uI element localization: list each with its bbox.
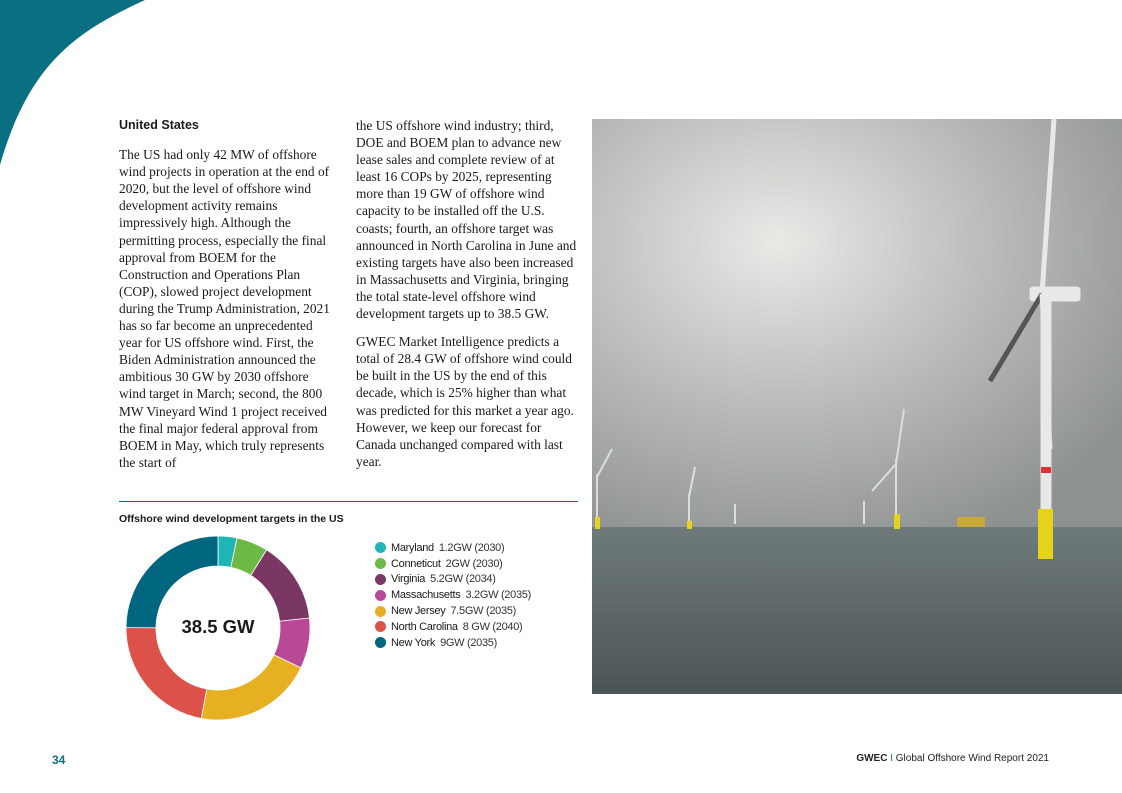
legend-swatch: [375, 574, 386, 585]
legend-name: Massachusetts: [391, 589, 461, 602]
legend-swatch: [375, 621, 386, 632]
paragraph: The US had only 42 MW of offshore wind projects in operation at the end of 2020, but the level of offshore wind development activity remains impressively high. Although the permitting process, especially the final approval from BOEM for the Construction and Operations Plan (COP), slowed project development during the Trump Administration, 2021 has so far become an unprecedented year for US offshore wind. First, the Biden Administration announced the ambitious 30 GW by 2030 offshore wind target in March; second, the 800 MW Vineyard Wind 1 project received the final major federal approval from BOEM in May, which truly represents the start of: [119, 147, 330, 470]
legend-value: 8 GW (2040): [462, 620, 523, 633]
legend-swatch: [375, 558, 386, 569]
footer-brand: GWEC: [856, 753, 888, 764]
legend-value: 9GW (2035): [440, 636, 497, 649]
legend-name: Maryland: [391, 541, 434, 554]
offshore-wind-farm-photo: [592, 119, 1122, 694]
donut-slice-new-york: [126, 536, 218, 628]
donut-slice-virginia: [251, 550, 310, 621]
paragraph: the US offshore wind industry; third, DOE and BOEM plan to advance new lease sales and complete review of at least 16 COPs by 2025, representing more than 19 GW of offshore wind capacity to be installed off the U.S. coasts; fourth, an offshore target was announced in North Carolina in June and existing targets have also been increased in Massachusetts and Virginia, bringing the total state-level offshore wind development targets up to 38.5 GW.: [356, 118, 577, 322]
chart-legend: [375, 540, 531, 651]
footer-separator: I: [890, 753, 893, 764]
legend-swatch: [375, 637, 386, 648]
footer-title: [856, 753, 1049, 764]
legend-swatch: [375, 606, 386, 617]
legend-value: 3.2GW (2035): [465, 589, 531, 602]
legend-name: New York: [391, 636, 436, 649]
divider: [119, 501, 578, 502]
legend-item: [375, 635, 531, 651]
donut-slice-new-jersey: [201, 655, 301, 720]
legend-value: 7.5GW (2035): [450, 605, 516, 618]
section-heading: United States: [119, 118, 199, 132]
page-number: 34: [52, 753, 66, 767]
legend-value: 1.2GW (2030): [438, 541, 505, 554]
donut-center-label: 38.5 GW: [181, 616, 255, 637]
legend-name: New Jersey: [391, 605, 446, 618]
legend-name: Virginia: [391, 573, 426, 586]
legend-item: [375, 540, 531, 556]
legend-swatch: [375, 542, 386, 553]
legend-item: [375, 556, 531, 572]
donut-slice-north-carolina: [126, 628, 207, 719]
legend-item: [375, 587, 531, 603]
text-column-2: [356, 117, 578, 481]
paragraph: GWEC Market Intelligence predicts a total of 28.4 GW of offshore wind could be built in the US by the end of this decade, which is 25% higher than what was predicted for this market a year ago. However, we keep our forecast for Canada unchanged compared with last year.: [356, 334, 574, 469]
legend-name: North Carolina: [391, 620, 458, 633]
text-column-1: [119, 117, 333, 482]
legend-item: [375, 572, 531, 588]
legend-item: [375, 619, 531, 635]
footer-report-title: Global Offshore Wind Report 2021: [895, 753, 1049, 764]
legend-value: 2GW (2030): [445, 557, 503, 570]
chart-title: Offshore wind development targets in the US: [119, 513, 344, 525]
legend-name: Conneticut: [391, 557, 441, 570]
legend-swatch: [375, 590, 386, 601]
legend-value: 5.2GW (2034): [430, 573, 496, 586]
legend-item: [375, 603, 531, 619]
